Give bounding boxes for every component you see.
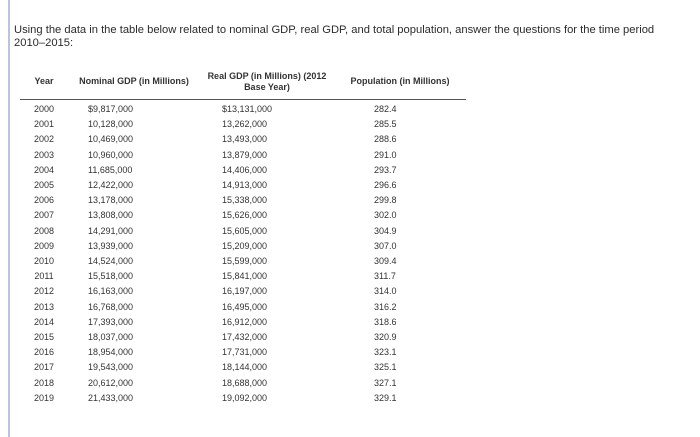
cell-year: 2009 (33, 240, 55, 251)
cell-population: 314.0 (374, 286, 397, 297)
header-population: Population (in Millions) (350, 76, 450, 86)
header-year: Year (34, 76, 54, 86)
cell-real-gdp: 15,209,000 (222, 240, 268, 251)
cell-real-gdp: 15,605,000 (222, 225, 268, 236)
cell-real-gdp: 19,092,000 (222, 392, 268, 403)
table-row (20, 254, 466, 269)
question-text: Using the data in the table below related to nominal GDP, real GDP, and total population, answer the questions for the time period 2010–2015: (14, 24, 655, 49)
cell-year: 2015 (33, 332, 55, 343)
cell-nominal-gdp: 17,393,000 (88, 316, 134, 327)
table-row (20, 269, 466, 284)
header-nominal-gdp: Nominal GDP (in Millions) (79, 76, 189, 86)
cell-real-gdp: 18,688,000 (222, 377, 268, 388)
cell-real-gdp: 14,913,000 (222, 180, 268, 191)
cell-nominal-gdp: $9,817,000 (88, 104, 134, 114)
cell-year: 2014 (33, 316, 55, 327)
cell-year: 2019 (33, 392, 55, 403)
cell-nominal-gdp: 10,469,000 (88, 134, 134, 145)
table-row (20, 193, 466, 208)
cell-nominal-gdp: 16,163,000 (88, 286, 134, 297)
cell-population: 329.1 (374, 392, 397, 403)
cell-real-gdp: 17,432,000 (222, 332, 268, 343)
cell-nominal-gdp: 16,768,000 (88, 301, 134, 312)
cell-nominal-gdp: 13,808,000 (88, 210, 134, 221)
table-row (20, 360, 466, 375)
cell-real-gdp: $13,131,000 (222, 104, 273, 114)
cell-year: 2004 (33, 164, 55, 175)
cell-year: 2012 (33, 286, 55, 297)
cell-population: 293.7 (374, 164, 397, 175)
cell-year: 2011 (34, 271, 54, 282)
cell-nominal-gdp: 14,524,000 (88, 256, 134, 267)
cell-year: 2010 (33, 256, 55, 267)
gdp-table (20, 64, 466, 406)
table-row (20, 117, 466, 132)
cell-real-gdp: 16,912,000 (222, 316, 268, 327)
cell-real-gdp: 13,879,000 (222, 149, 268, 160)
table-row (20, 300, 466, 315)
cell-year: 2001 (33, 119, 55, 130)
table-row (20, 315, 466, 330)
cell-year: 2013 (33, 301, 55, 312)
cell-nominal-gdp: 13,939,000 (88, 240, 134, 251)
table-row (20, 224, 466, 239)
cell-nominal-gdp: 18,037,000 (88, 332, 134, 343)
cell-population: 327.1 (374, 377, 397, 388)
table-row (20, 284, 466, 299)
cell-nominal-gdp: 15,518,000 (88, 271, 134, 282)
cell-population: 285.5 (374, 119, 397, 130)
cell-population: 316.2 (374, 301, 397, 312)
cell-population: 302.0 (374, 210, 397, 221)
table-row (20, 132, 466, 147)
table-row (20, 239, 466, 254)
cell-population: 309.4 (374, 256, 397, 267)
cell-year: 2003 (33, 149, 55, 160)
table-row (20, 391, 466, 406)
cell-year: 2008 (33, 225, 55, 236)
cell-real-gdp: 15,841,000 (222, 271, 268, 282)
table-row (20, 148, 466, 163)
cell-year: 2017 (33, 362, 55, 373)
cell-year: 2005 (33, 180, 55, 191)
cell-real-gdp: 18,144,000 (222, 362, 268, 373)
cell-nominal-gdp: 12,422,000 (88, 180, 134, 191)
cell-population: 296.6 (374, 180, 397, 191)
cell-population: 323.1 (374, 347, 397, 358)
table-row (20, 330, 466, 345)
cell-real-gdp: 15,338,000 (222, 195, 268, 206)
left-margin-rule (8, 0, 10, 437)
cell-real-gdp: 16,197,000 (222, 286, 268, 297)
table-header-row (20, 64, 466, 100)
cell-real-gdp: 14,406,000 (222, 164, 268, 175)
cell-nominal-gdp: 21,433,000 (88, 392, 134, 403)
cell-year: 2016 (33, 347, 55, 358)
cell-real-gdp: 17,731,000 (222, 347, 268, 358)
cell-population: 304.9 (374, 225, 397, 236)
cell-real-gdp: 16,495,000 (222, 301, 268, 312)
cell-population: 288.6 (374, 134, 397, 145)
cell-year: 2000 (33, 104, 55, 114)
cell-population: 325.1 (374, 362, 397, 373)
cell-population: 299.8 (374, 195, 397, 206)
table-row (20, 178, 466, 193)
cell-population: 318.6 (374, 316, 397, 327)
cell-nominal-gdp: 19,543,000 (88, 362, 134, 373)
cell-population: 291.0 (374, 149, 397, 160)
gdp-table-container (20, 64, 466, 406)
table-body (20, 100, 466, 407)
table-row (20, 163, 466, 178)
cell-nominal-gdp: 10,128,000 (88, 119, 134, 130)
cell-population: 307.0 (374, 240, 397, 251)
cell-nominal-gdp: 20,612,000 (88, 377, 134, 388)
cell-year: 2007 (33, 210, 55, 221)
cell-real-gdp: 13,493,000 (222, 134, 268, 145)
cell-real-gdp: 15,626,000 (222, 210, 268, 221)
cell-population: 311.7 (374, 271, 396, 282)
table-row (20, 345, 466, 360)
cell-population: 282.4 (374, 104, 397, 114)
cell-nominal-gdp: 10,960,000 (88, 149, 134, 160)
cell-year: 2006 (33, 195, 55, 206)
cell-nominal-gdp: 14,291,000 (88, 225, 134, 236)
cell-year: 2002 (33, 134, 55, 145)
table-row (20, 376, 466, 391)
header-real-gdp: Real GDP (in Millions) (2012 Base Year) (207, 70, 327, 92)
table-row (20, 208, 466, 223)
cell-real-gdp: 15,599,000 (222, 256, 268, 267)
cell-nominal-gdp: 18,954,000 (88, 347, 134, 358)
cell-year: 2018 (33, 377, 55, 388)
cell-population: 320.9 (374, 332, 397, 343)
cell-nominal-gdp: 13,178,000 (88, 195, 134, 206)
cell-nominal-gdp: 11,685,000 (88, 164, 133, 175)
cell-real-gdp: 13,262,000 (222, 119, 268, 130)
table-row (20, 100, 466, 118)
